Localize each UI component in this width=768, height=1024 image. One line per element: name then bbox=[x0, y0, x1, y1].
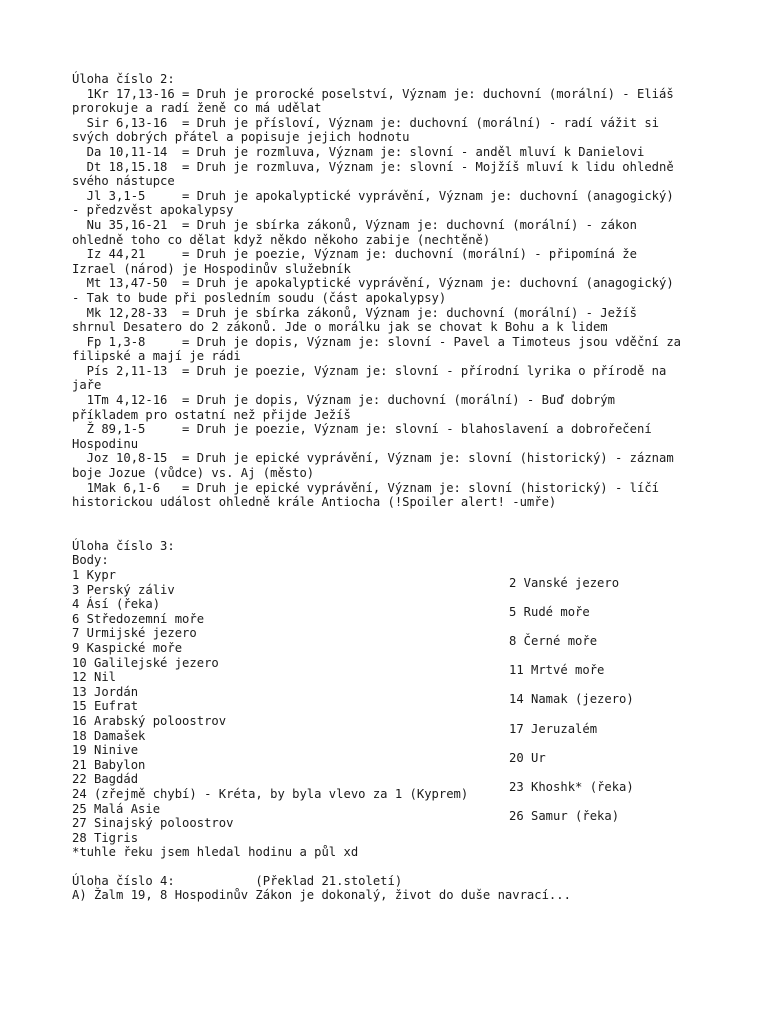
map-point-left: 4 Ásí (řeka) bbox=[72, 597, 161, 612]
task-4-title: Úloha číslo 4: (Překlad 21.století) bbox=[72, 873, 403, 888]
map-point-left: 10 Galilejské jezero bbox=[72, 655, 219, 670]
task-4-section bbox=[72, 874, 712, 903]
map-point-row bbox=[72, 656, 712, 671]
task-2-line: Izrael (národ) je Hospodinův služebník bbox=[72, 261, 351, 276]
task-2-line: Mt 13,47-50 = Druh je apokalyptické vyprávění, Význam je: duchovní (anagogický) bbox=[72, 276, 674, 291]
task-2-line: 1Tm 4,12-16 = Druh je dopis, Význam je: duchovní (morální) - Buď dobrým bbox=[72, 393, 615, 408]
task-4-line: A) Žalm 19, 8 Hospodinův Zákon je dokonalý, život do duše navrací... bbox=[72, 888, 571, 903]
map-point-left: 27 Sinajský poloostrov bbox=[72, 816, 234, 831]
task-2-line: jaře bbox=[72, 378, 102, 393]
map-point-row bbox=[72, 692, 712, 714]
map-points-list bbox=[72, 568, 712, 845]
map-point-row bbox=[72, 721, 712, 744]
map-point-left: 16 Arabský poloostrov bbox=[72, 713, 227, 728]
task-2-line: Ž 89,1-5 = Druh je poezie, Význam je: slovní - blahoslavení a dobrořečení bbox=[72, 422, 652, 437]
task-2-line: Mk 12,28-33 = Druh je sbírka zákonů, Význam je: duchovní (morální) - Ježíš bbox=[72, 305, 637, 320]
map-point-left: 3 Perský záliv bbox=[72, 582, 175, 597]
task-2-line: filipské a mají je rádi bbox=[72, 349, 241, 364]
map-point-right: 5 Rudé moře bbox=[509, 604, 590, 619]
task-3-footnote: *tuhle řeku jsem hledal hodinu a půl xd bbox=[72, 845, 359, 860]
map-point-row bbox=[72, 597, 712, 612]
map-point-right: 20 Ur bbox=[509, 750, 546, 765]
map-point-left: 22 Bagdád bbox=[72, 772, 139, 787]
map-point-left: 15 Eufrat bbox=[72, 699, 139, 714]
task-2-line: 1Kr 17,13-16 = Druh je prorocké poselství, Význam je: duchovní (morální) - Eliáš bbox=[72, 86, 674, 101]
map-point-left: 6 Středozemní moře bbox=[72, 611, 205, 626]
task-2-section bbox=[72, 72, 712, 510]
map-point-right: 8 Černé moře bbox=[509, 633, 598, 648]
task-2-line: Hospodinu bbox=[72, 436, 139, 451]
map-point-left: 19 Ninive bbox=[72, 743, 139, 758]
task-2-line: 1Mak 6,1-6 = Druh je epické vyprávění, Význam je: slovní (historický) - líčí bbox=[72, 480, 659, 495]
task-2-title: Úloha číslo 2: bbox=[72, 72, 175, 86]
task-2-line: shrnul Desatero do 2 zákonů. Jde o morálku jak se chovat k Bohu a k lidem bbox=[72, 320, 608, 335]
task-3-section bbox=[72, 539, 712, 860]
map-point-row bbox=[72, 809, 712, 831]
map-point-left: 7 Urmijské jezero bbox=[72, 626, 197, 641]
map-point-right: 26 Samur (řeka) bbox=[509, 809, 620, 824]
map-point-row bbox=[72, 626, 712, 641]
map-point-left: 9 Kaspické moře bbox=[72, 640, 183, 655]
map-point-row bbox=[72, 714, 712, 729]
task-2-line: Nu 35,16-21 = Druh je sbírka zákonů, Význam je: duchovní (morální) - zákon bbox=[72, 217, 637, 232]
map-point-left: 21 Babylon bbox=[72, 757, 146, 772]
map-point-left: 28 Tigris bbox=[72, 830, 139, 845]
task-2-line: příkladem pro ostatní než přijde Ježíš bbox=[72, 407, 351, 422]
map-point-row bbox=[72, 743, 712, 758]
task-2-line: Fp 1,3-8 = Druh je dopis, Význam je: slovní - Pavel a Timoteus jsou vděční za bbox=[72, 334, 682, 349]
task-2-line: Jl 3,1-5 = Druh je apokalyptické vyprávění, Význam je: duchovní (anagogický) bbox=[72, 188, 674, 203]
task-2-line: historickou událost ohledně krále Antiocha (!Spoiler alert! -umře) bbox=[72, 495, 557, 510]
task-2-line: Dt 18,15.18 = Druh je rozmluva, Význam je: slovní - Mojžíš mluví k lidu ohledně bbox=[72, 159, 674, 174]
task-2-line: Joz 10,8-15 = Druh je epické vyprávění, Význam je: slovní (historický) - záznam bbox=[72, 451, 674, 466]
task-2-line: ohledně toho co dělat když někdo někoho zabije (nechtěně) bbox=[72, 232, 491, 247]
map-point-left: 24 (zřejmě chybí) - Kréta, by byla vlevo za 1 (Kyprem) bbox=[72, 786, 469, 801]
map-point-left: 18 Damašek bbox=[72, 728, 146, 743]
map-point-right: 17 Jeruzalém bbox=[509, 721, 598, 736]
map-point-right: 23 Khoshk* (řeka) bbox=[509, 779, 634, 794]
task-2-line: svých dobrých přátel a popisuje jejich hodnotu bbox=[72, 130, 410, 145]
task-3-subtitle: Body: bbox=[72, 553, 109, 568]
map-point-row bbox=[72, 831, 712, 846]
task-2-line: Da 10,11-14 = Druh je rozmluva, Význam je: slovní - anděl mluví k Danielovi bbox=[72, 144, 645, 159]
task-2-line: boje Jozue (vůdce) vs. Aj (město) bbox=[72, 466, 315, 481]
task-2-line: Pís 2,11-13 = Druh je poezie, Význam je: slovní - přírodní lyrika o přírodě na bbox=[72, 363, 667, 378]
map-point-left: 25 Malá Asie bbox=[72, 801, 161, 816]
task-2-line: - Tak to bude při posledním soudu (část apokalypsy) bbox=[72, 290, 447, 305]
task-2-line: Sir 6,13-16 = Druh je přísloví, Význam je: duchovní (morální) - radí vážit si bbox=[72, 115, 659, 130]
task-2-line: Iz 44,21 = Druh je poezie, Význam je: duchovní (morální) - připomíná že bbox=[72, 247, 637, 262]
map-point-row bbox=[72, 663, 712, 685]
document-page bbox=[72, 72, 712, 903]
task-2-line: - předzvěst apokalypsy bbox=[72, 203, 234, 218]
map-point-left: 1 Kypr bbox=[72, 568, 117, 582]
task-2-line: svého nástupce bbox=[72, 174, 175, 189]
map-point-left: 12 Nil bbox=[72, 670, 117, 685]
map-point-right: 2 Vanské jezero bbox=[509, 575, 620, 590]
task-3-title: Úloha číslo 3: bbox=[72, 538, 175, 553]
task-2-lines bbox=[72, 87, 712, 510]
task-2-line: prorokuje a radí ženě co má udělat bbox=[72, 101, 322, 116]
map-point-right: 11 Mrtvé moře bbox=[509, 663, 605, 678]
map-point-left: 13 Jordán bbox=[72, 684, 139, 699]
map-point-right: 14 Namak (jezero) bbox=[509, 692, 634, 707]
